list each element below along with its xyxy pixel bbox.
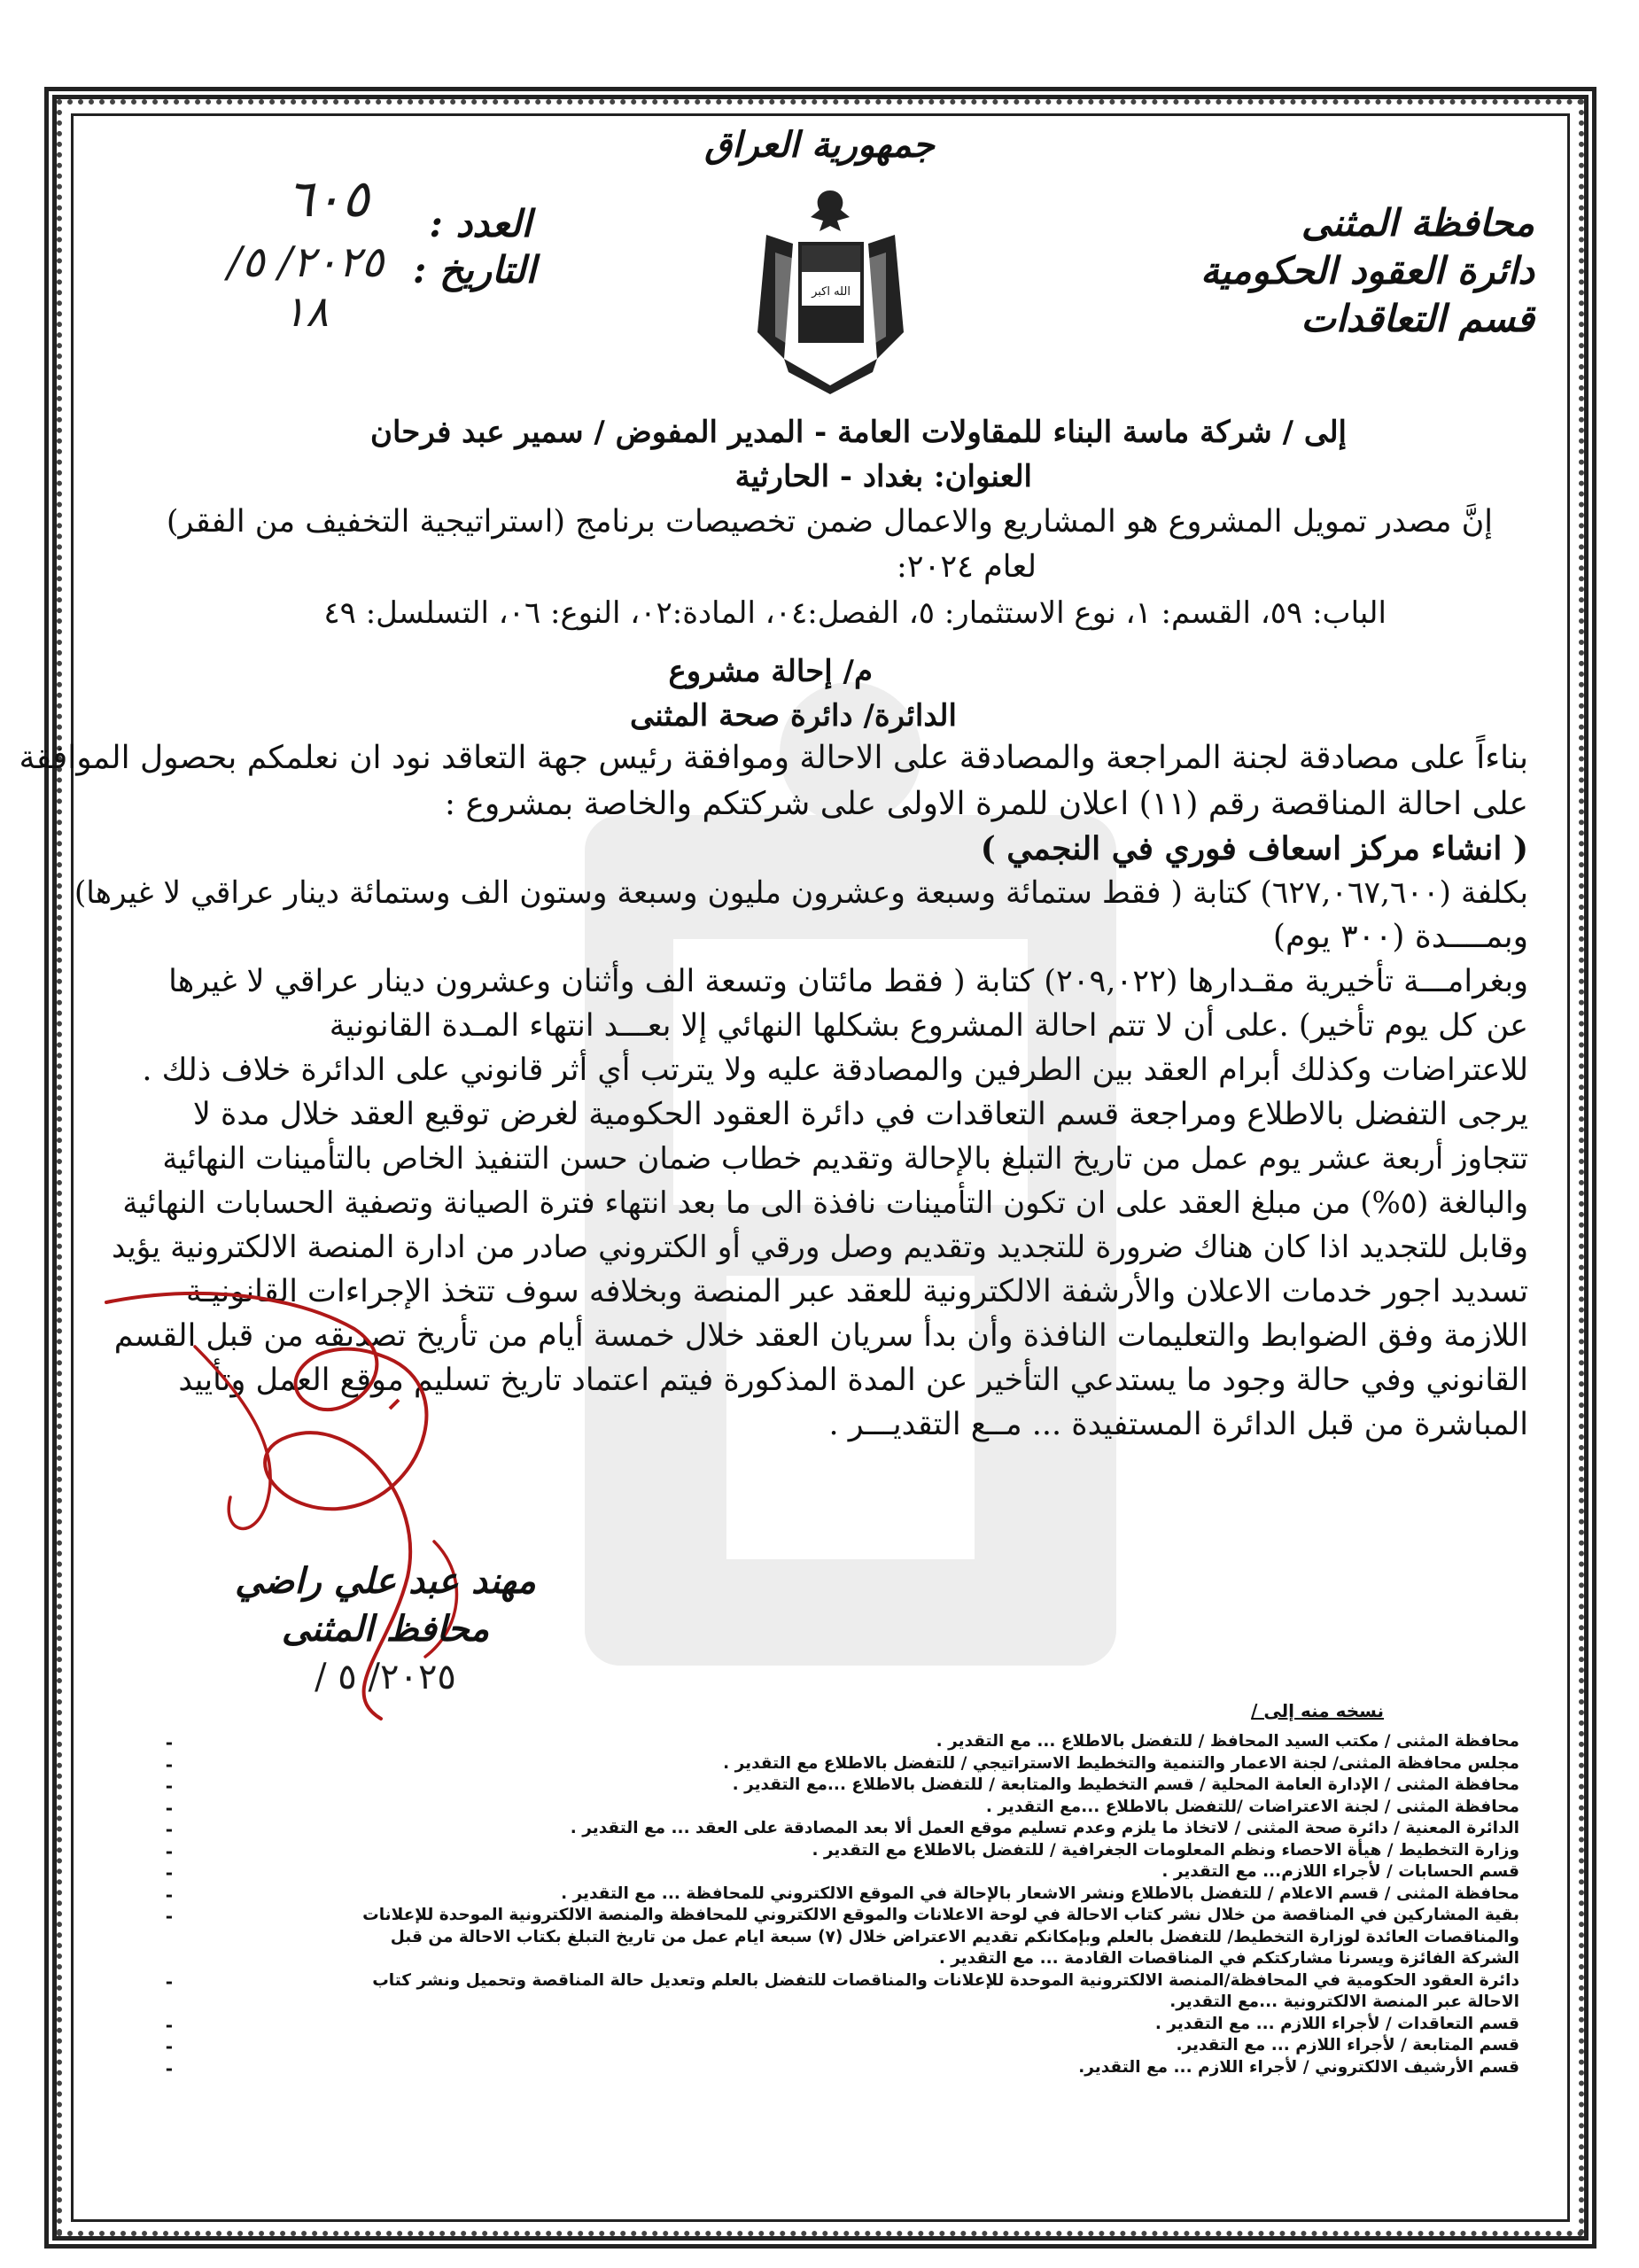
copy-item: مجلس محافظة المثنى/ لجنة الاعمار والتنمية والتخطيط الاستراتيجي / للتفضل بالاطلاع مع التقدير . [723, 1753, 1519, 1773]
copy-item: محافظة المثنى / الإدارة العامة المحلية / قسم التخطيط والمتابعة / للتفضل بالاطلاع ...مع التقدير . [732, 1775, 1519, 1794]
copy-item: دائرة العقود الحكومية في المحافظة/المنصة الالكترونية الموحدة للإعلانات والمناقصات للتفضل بالعلم وتعديل حالة المناقصة وتحميل ونشر كتاب [372, 1970, 1519, 1990]
copy-item: قسم الأرشيف الالكتروني / لأجراء اللازم ... مع التقدير. [1078, 2057, 1519, 2077]
copy-item: قسم الحسابات / لأجراء اللازم... مع التقدير . [1161, 1862, 1519, 1881]
svg-text:الله اكبر: الله اكبر [812, 285, 851, 299]
copy-item: قسم التعاقدات / لأجراء اللازم ... مع التقدير . [1154, 2014, 1519, 2033]
number-label: العدد : [429, 202, 532, 245]
body-line-16: المباشرة من قبل الدائرة المستفيدة ... مــع التقديـــر . [828, 1407, 1528, 1442]
copy-item: الاحالة عبر المنصة الالكترونية ...مع التقدير. [1169, 1992, 1519, 2011]
republic-title: جمهورية العراق [704, 124, 935, 166]
signatory-title: محافظ المثنى [281, 1608, 490, 1650]
copies-bullets: - - - - - - - - - - - - - [165, 1732, 173, 2079]
issuer-block [1200, 199, 1534, 343]
body-project-name: ( انشاء مركز اسعاف فوري في النجمي ) [980, 830, 1528, 867]
issuer-line-2: دائرة العقود الحكومية [1200, 249, 1534, 292]
issuer-line-1: محافظة المثنى [1301, 201, 1534, 245]
copy-item: قسم المتابعة / لأجراء اللازم ... مع التقدير. [1176, 2036, 1519, 2054]
copies-title: نسخه منه إلى / [1251, 1700, 1384, 1721]
subject-title: م/ إحالة مشروع [668, 654, 873, 689]
body-line-14: اللازمة وفق الضوابط والتعليمات النافذة وأن بدأ سريان العقد خلال خمسة أيام من تأريخ تصديقه من قبل القسم [113, 1318, 1528, 1354]
funding-line-2: لعام ٢٠٢٤: [896, 549, 1037, 585]
date-label: التاريخ : [412, 248, 536, 291]
copy-item: والمناقصات العائدة لوزارة التخطيط/ للتفضل بالعلم وبإمكانكم تقديم الاعتراض خلال (٧) سبعة ايام عمل من تاريخ التبلغ بكتاب الاحالة من قبل [390, 1927, 1519, 1946]
funding-line-1: إنَّ مصدر تمويل المشروع هو المشاريع والاعمال ضمن تخصيصات برنامج (استراتيجية التخفيف من الفقر) [166, 504, 1493, 540]
body-line-13: تسديد اجور خدمات الاعلان والأرشفة الالكترونية للعقد عبر المنصة وبخلافه سوف تتخذ الإجراءات القانونيـة [186, 1274, 1528, 1309]
copies-list [102, 1732, 1519, 2079]
signatory-name: مهند عبد علي راضي [235, 1560, 536, 1602]
copy-item: الشركة الفائزة ويسرنا مشاركتكم في المناقصات القادمة ... مع التقدير . [938, 1949, 1519, 1968]
recipient-to: إلى / شركة ماسة البناء للمقاولات العامة - المدير المفوض / سمير عبد فرحان [369, 415, 1347, 450]
body-line-9: يرجى التفضل بالاطلاع ومراجعة قسم التعاقدات في دائرة العقود الحكومية لغرض توقيع العقد خلال مدة لا [192, 1097, 1528, 1132]
copy-item: محافظة المثنى / قسم الاعلام / للتفضل بالاطلاع ونشر الاشعار بالإحالة في الموقع الالكتروني للمحافظة ... مع التقدير . [561, 1884, 1519, 1903]
signature-date: ٢٠٢٥/ ٥ / [315, 1657, 456, 1697]
body-line-1: بناءاً على مصادقة لجنة المراجعة والمصادقة على الاحالة وموافقة رئيس جهة التعاقد نود ان نعلمكم بحصول الموافقة [19, 740, 1528, 776]
number-value: ٦٠٥ [286, 168, 369, 229]
recipient-address: العنوان: بغداد - الحارثية [734, 459, 1032, 494]
issuer-line-3: قسم التعاقدات [1301, 297, 1534, 340]
signature-block [217, 1557, 554, 1701]
body-line-6: وبغرامـــة تأخيرية مقـدارها (٢٠٩,٠٢٢) كتابة ( فقط مائتان وتسعة الف وأثنان وعشرون دينار عراقي لا غيرها [168, 964, 1528, 999]
body-line-7: عن كل يوم تأخير) .على أن لا تتم احالة المشروع بشكلها النهائي إلا بعـــد انتهاء المـدة القانونية [329, 1008, 1528, 1044]
body-line-11: والبالغة (٥%) من مبلغ العقد على ان تكون التأمينات نافذة الى ما بعد انتهاء فترة الصيانة وتصفية الحسابات النهائية [122, 1185, 1528, 1221]
body-line-8: للاعتراضات وكذلك أبرام العقد بين الطرفين والمصادقة عليه ولا يترتب أي أثر قانوني على الدائرة خلاف ذلك . [142, 1052, 1528, 1088]
copy-item: الدائرة المعنية / دائرة صحة المثنى / لاتخاذ ما يلزم وعدم تسليم موقع العمل ألا بعد المصادقة على العقد ... مع التقدير . [570, 1819, 1519, 1837]
subject-department: الدائرة/ دائرة صحة المثنى [629, 698, 957, 734]
date-value: ٢٠٢٥/ ٥/ ١٨ [227, 237, 385, 337]
budget-line: الباب: ٥٩، القسم: ١، نوع الاستثمار: ٥، الفصل:٠٤، المادة:٠٢، النوع: ٠٦، التسلسل: ٤٩ [323, 595, 1387, 631]
body-line-15: القانوني وفي حالة وجود ما يستدعي التأخير عن المدة المذكورة فيتم اعتماد تاريخ تسليم موقع العمل وتأييد [178, 1363, 1528, 1398]
body-line-duration: وبمــــدة (٣٠٠ يوم) [1272, 919, 1528, 955]
body-line-cost: بكلفة (٦٢٧,٠٦٧,٦٠٠) كتابة ( فقط ستمائة وسبعة وعشرون مليون وسبعة وستون الف وستمائة دينار عراقي لا غيرها) [74, 875, 1528, 911]
iraq-eagle-emblem-icon [749, 182, 913, 394]
body-line-10: تتجاوز أربعة عشر يوم عمل من تاريخ التبلغ بالإحالة وتقديم خطاب ضمان حسن التنفيذ الخاص بالتأمينات النهائية [162, 1141, 1528, 1177]
copy-item: وزارة التخطيط / هيأة الاحصاء ونظم المعلومات الجغرافية / للتفضل بالاطلاع مع التقدير . [812, 1840, 1519, 1860]
copy-item: محافظة المثنى / لجنة الاعتراضات /للتفضل بالاطلاع ...مع التقدير . [985, 1797, 1519, 1816]
body-line-2: على احالة المناقصة رقم (١١) اعلان للمرة الاولى على شركتكم والخاصة بمشروع : [444, 786, 1528, 822]
copy-item: بقية المشاركين في المناقصة من خلال نشر كتاب الاحالة في لوحة الاعلانات والموقع الالكتروني للمحافظة والمنصة الالكترونية الموحدة للإعلانات [362, 1906, 1519, 1924]
copy-item: محافظة المثنى / مكتب السيد المحافظ / للتفضل بالاطلاع ... مع التقدير . [936, 1732, 1519, 1751]
body-line-12: وقابل للتجديد اذا كان هناك ضرورة للتجديد وتقديم وصل ورقي أو الكتروني صادر من ادارة المنصة الالكترونية يؤيد [112, 1230, 1528, 1265]
